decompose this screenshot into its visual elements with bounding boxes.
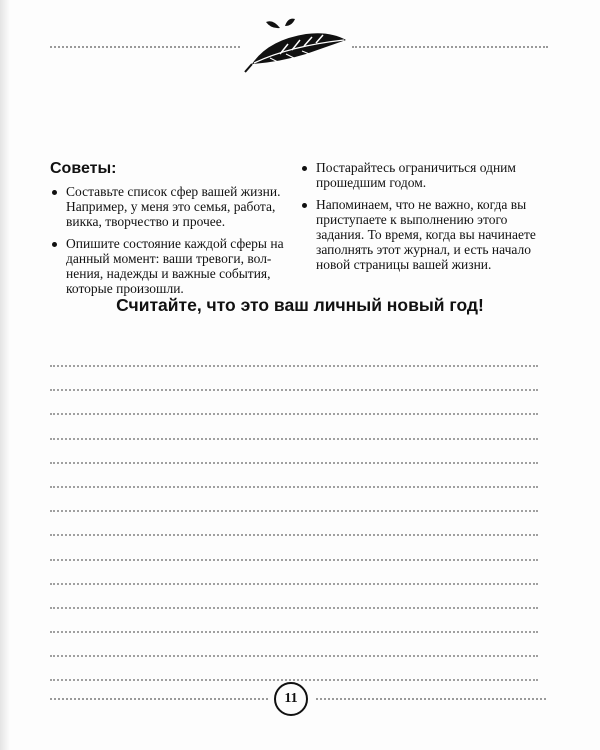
page-number: 11: [274, 682, 308, 716]
tips-title: Советы:: [50, 160, 117, 177]
writing-line: [50, 534, 538, 536]
top-dotted-rule-left: [50, 46, 240, 48]
writing-line: [50, 631, 538, 633]
writing-line: [50, 462, 538, 464]
writing-line: [50, 389, 538, 391]
writing-area[interactable]: [50, 365, 538, 704]
tips-left-list: [50, 184, 290, 303]
writing-line: [50, 413, 538, 415]
writing-line: [50, 438, 538, 440]
bottom-dotted-rule-left: [50, 698, 268, 700]
writing-line: [50, 583, 538, 585]
writing-line: [50, 365, 538, 367]
writing-line: [50, 679, 538, 681]
feather-icon: [240, 14, 350, 74]
writing-line: [50, 486, 538, 488]
tips-right-list: [300, 160, 540, 279]
writing-line: [50, 655, 538, 657]
tip-item: Постарайтесь ограничиться одним прошедшим годом.: [300, 160, 540, 190]
tip-item: Составьте список сфер вашей жизни. Например, у меня это семья, работа, викка, творчество и прочее.: [50, 184, 290, 229]
writing-line: [50, 510, 538, 512]
writing-line: [50, 559, 538, 561]
page-edge: [0, 0, 10, 750]
tip-item: Напоминаем, что не важно, когда вы приступаете к выполнению этого задания. То время, когда вы начинаете заполнять этот журнал, и есть начало новой страницы вашей жизни.: [300, 197, 540, 272]
writing-line: [50, 607, 538, 609]
tip-item: Опишите состояние каждой сферы на данный момент: ваши тревоги, вол-нения, надежды и важные события, которые произошли.: [50, 236, 290, 296]
motto-heading: Считайте, что это ваш личный новый год!: [116, 295, 484, 315]
top-dotted-rule-right: [352, 46, 548, 48]
bottom-dotted-rule-right: [316, 698, 546, 700]
